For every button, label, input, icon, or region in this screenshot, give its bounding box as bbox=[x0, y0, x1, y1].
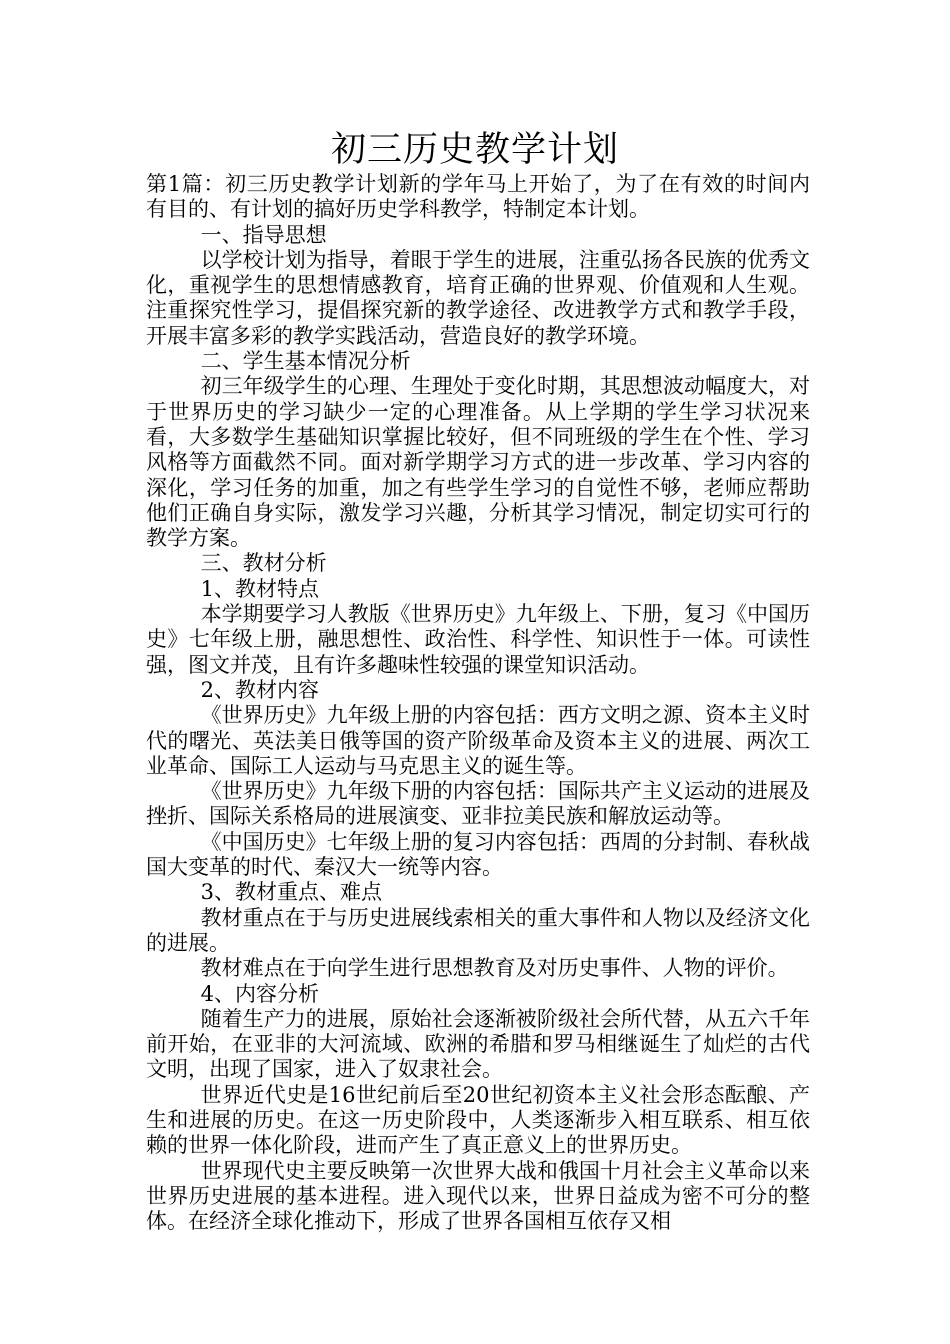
paragraph: 《世界历史》九年级上册的内容包括：西方文明之源、资本主义时代的曙光、英法美日俄等国的资产阶级革命及资本主义的进展、两次工业革命、国际工人运动与马克思主义的诞生等。 bbox=[146, 703, 810, 778]
paragraph: 世界近代史是16世纪前后至20世纪初资本主义社会形态酝酿、产生和进展的历史。在这一历史阶段中，人类逐渐步入相互联系、相互依赖的世界一体化阶段，进而产生了真正意义上的世界历史。 bbox=[146, 1082, 810, 1158]
paragraph: 第1篇：初三历史教学计划新的学年马上开始了，为了在有效的时间内有目的、有计划的搞好历史学科教学，特制定本计划。 bbox=[146, 172, 810, 222]
paragraph: 以学校计划为指导，着眼于学生的进展，注重弘扬各民族的优秀文化，重视学生的思想情感教育，培育正确的世界观、价值观和人生观。注重探究性学习，提倡探究新的教学途径、改进教学方式和教学手段，开展丰富多彩的教学实践活动，营造良好的教学环境。 bbox=[146, 247, 810, 348]
document-title: 初三历史教学计划 bbox=[330, 130, 619, 170]
paragraph: 4、内容分析 bbox=[200, 981, 319, 1006]
paragraph: 世界现代史主要反映第一次世界大战和俄国十月社会主义革命以来世界历史进展的基本进程。进入现代以来，世界日益成为密不可分的整体。在经济全球化推动下，形成了世界各国相互依存又相 bbox=[146, 1158, 810, 1234]
document-body bbox=[146, 172, 810, 1234]
paragraph: 三、教材分析 bbox=[200, 551, 327, 576]
paragraph: 二、学生基本情况分析 bbox=[200, 349, 411, 374]
paragraph: 2、教材内容 bbox=[200, 677, 319, 702]
paragraph: 本学期要学习人教版《世界历史》九年级上、下册，复习《中国历史》七年级上册，融思想性、政治性、科学性、知识性于一体。可读性强，图文并茂，且有许多趣味性较强的课堂知识活动。 bbox=[146, 602, 810, 677]
paragraph: 随着生产力的进展，原始社会逐渐被阶级社会所代替，从五六千年前开始，在亚非的大河流域、欧洲的希腊和罗马相继诞生了灿烂的古代文明，出现了国家，进入了奴隶社会。 bbox=[146, 1006, 810, 1082]
paragraph: 1、教材特点 bbox=[200, 576, 319, 601]
paragraph: 教材难点在于向学生进行思想教育及对历史事件、人物的评价。 bbox=[200, 956, 789, 981]
paragraph: 《中国历史》七年级上册的复习内容包括：西周的分封制、春秋战国大变革的时代、秦汉大一统等内容。 bbox=[146, 829, 810, 880]
paragraph: 《世界历史》九年级下册的内容包括：国际共产主义运动的进展及挫折、国际关系格局的进展演变、亚非拉美民族和解放运动等。 bbox=[146, 779, 810, 829]
paragraph: 教材重点在于与历史进展线索相关的重大事件和人物以及经济文化的进展。 bbox=[146, 905, 810, 955]
paragraph: 3、教材重点、难点 bbox=[200, 880, 382, 905]
paragraph: 初三年级学生的心理、生理处于变化时期，其思想波动幅度大，对于世界历史的学习缺少一定的心理准备。从上学期的学生学习状况来看，大多数学生基础知识掌握比较好，但不同班级的学生在个性、学习风格等方面截然不同。面对新学期学习方式的进一步改革、学习内容的深化，学习任务的加重，加之有些学生学习的自觉性不够，老师应帮助他们正确自身实际，激发学习兴趣，分析其学习情况，制定切实可行的教学方案。 bbox=[146, 374, 810, 551]
paragraph: 一、指导思想 bbox=[200, 222, 327, 247]
